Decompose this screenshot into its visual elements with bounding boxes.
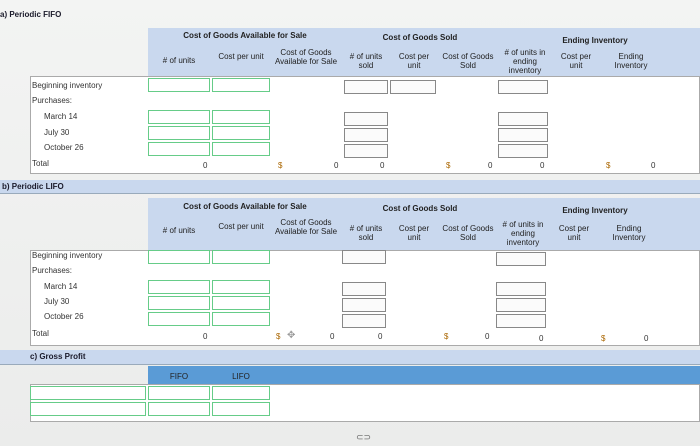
gross-col-lifo: LIFO (232, 372, 250, 381)
fifo-col-units-sold: # of units sold (349, 52, 383, 70)
fifo-beg-units-input[interactable] (148, 78, 210, 92)
fifo-total-ending: 0 (651, 161, 656, 170)
lifo-total-end-sym: $ (601, 334, 606, 343)
fifo-beg-cpu2-input[interactable] (390, 80, 436, 94)
cursor-icon: ✥ (287, 330, 296, 341)
lifo-beg-sold-input[interactable] (342, 250, 386, 264)
lifo-mar-cpu-input[interactable] (212, 280, 270, 294)
lifo-col-units: # of units (162, 226, 196, 235)
lifo-mar-units-input[interactable] (148, 280, 210, 294)
lifo-col-cpu3: Cost per unit (558, 224, 590, 242)
lifo-group-available: Cost of Goods Available for Sale (183, 202, 307, 211)
lifo-total-cgas: 0 (330, 332, 335, 341)
fifo-group-sold: Cost of Goods Sold (382, 33, 458, 42)
lifo-row-purchases: Purchases: (32, 266, 73, 275)
lifo-row-oct26: October 26 (44, 312, 84, 321)
lifo-beg-units-input[interactable] (148, 250, 210, 264)
lifo-oct-end-input[interactable] (496, 314, 546, 328)
gross-row1-lifo-input[interactable] (212, 386, 270, 400)
gross-row1-fifo-input[interactable] (148, 386, 210, 400)
lifo-jul-units-input[interactable] (148, 296, 210, 310)
fifo-col-cgs: Cost of Goods Sold (442, 52, 494, 70)
gross-row2-label-input[interactable] (30, 402, 146, 416)
lifo-beg-cpu-input[interactable] (212, 250, 270, 264)
fifo-beg-sold-input[interactable] (344, 80, 388, 94)
fifo-group-available: Cost of Goods Available for Sale (183, 31, 307, 40)
lifo-group-sold: Cost of Goods Sold (382, 204, 458, 213)
gross-title-band (0, 350, 700, 365)
lifo-mar-end-input[interactable] (496, 282, 546, 296)
lifo-col-cpu: Cost per unit (218, 222, 264, 231)
lifo-mar-sold-input[interactable] (342, 282, 386, 296)
fifo-total-end-sym: $ (606, 161, 611, 170)
fifo-mar-end-input[interactable] (498, 112, 548, 126)
lifo-jul-cpu-input[interactable] (212, 296, 270, 310)
gross-row2-fifo-input[interactable] (148, 402, 210, 416)
lifo-total-units: 0 (203, 332, 208, 341)
fifo-row-total: Total (32, 159, 49, 168)
lifo-row-beginning: Beginning inventory (32, 251, 103, 260)
fifo-total-cgs-sym: $ (446, 161, 451, 170)
lifo-col-units-sold: # of units sold (349, 224, 383, 242)
lifo-group-ending: Ending Inventory (562, 206, 628, 215)
lifo-jul-sold-input[interactable] (342, 298, 386, 312)
lifo-col-units-end: # of units in ending inventory (502, 220, 544, 247)
fifo-jul-sold-input[interactable] (344, 128, 388, 142)
lifo-total-end-units: 0 (539, 334, 544, 343)
lifo-oct-units-input[interactable] (148, 312, 210, 326)
lifo-col-ending: Ending Inventory (612, 224, 646, 242)
fifo-group-ending: Ending Inventory (562, 36, 628, 45)
lifo-total-cgas-sym: $ (276, 332, 281, 341)
lifo-oct-sold-input[interactable] (342, 314, 386, 328)
lifo-col-cpu2: Cost per unit (398, 224, 430, 242)
lifo-row-total: Total (32, 329, 49, 338)
lifo-title-band (0, 180, 700, 194)
lifo-col-cgs: Cost of Goods Sold (442, 224, 494, 242)
fifo-jul-units-input[interactable] (148, 126, 210, 140)
fifo-jul-end-input[interactable] (498, 128, 548, 142)
fifo-col-cpu2: Cost per unit (398, 52, 430, 70)
fifo-total-cgas-sym: $ (278, 161, 283, 170)
fifo-row-mar14: March 14 (44, 112, 78, 121)
lifo-total-cgs-sym: $ (444, 332, 449, 341)
lifo-jul-end-input[interactable] (496, 298, 546, 312)
section-title-fifo: a) Periodic FIFO (0, 10, 62, 19)
fifo-col-units-end: # of units in ending inventory (504, 48, 546, 75)
lifo-total-cgs: 0 (485, 332, 490, 341)
fifo-total-cgs: 0 (488, 161, 493, 170)
fifo-col-units: # of units (162, 56, 196, 65)
lifo-oct-cpu-input[interactable] (212, 312, 270, 326)
link-icon: ⊂⊃ (356, 432, 372, 442)
lifo-col-cgas: Cost of Goods Available for Sale (274, 218, 338, 236)
fifo-col-cgas: Cost of Goods Available for Sale (274, 48, 338, 66)
fifo-total-units: 0 (203, 161, 208, 170)
lifo-beg-end-input[interactable] (496, 252, 546, 266)
fifo-oct-units-input[interactable] (148, 142, 210, 156)
fifo-col-ending: Ending Inventory (614, 52, 648, 70)
fifo-col-cpu3: Cost per unit (560, 52, 592, 70)
fifo-beg-end-input[interactable] (498, 80, 548, 94)
gross-row1-label-input[interactable] (30, 386, 146, 400)
fifo-col-cpu: Cost per unit (218, 52, 264, 61)
lifo-row-mar14: March 14 (44, 282, 78, 291)
fifo-beg-cpu-input[interactable] (212, 78, 270, 92)
fifo-mar-cpu-input[interactable] (212, 110, 270, 124)
fifo-oct-end-input[interactable] (498, 144, 548, 158)
gross-col-fifo: FIFO (169, 372, 189, 381)
fifo-row-oct26: October 26 (44, 143, 84, 152)
fifo-oct-cpu-input[interactable] (212, 142, 270, 156)
fifo-oct-sold-input[interactable] (344, 144, 388, 158)
fifo-row-beginning: Beginning inventory (32, 81, 103, 90)
gross-row2-lifo-input[interactable] (212, 402, 270, 416)
fifo-total-cgas: 0 (334, 161, 339, 170)
fifo-row-purchases: Purchases: (32, 96, 73, 105)
fifo-mar-sold-input[interactable] (344, 112, 388, 126)
fifo-total-sold: 0 (380, 161, 385, 170)
fifo-total-end-units: 0 (540, 161, 545, 170)
section-title-lifo: b) Periodic LIFO (2, 182, 64, 191)
section-title-gross: c) Gross Profit (30, 352, 86, 361)
lifo-total-ending: 0 (644, 334, 649, 343)
lifo-total-sold: 0 (378, 332, 383, 341)
fifo-mar-units-input[interactable] (148, 110, 210, 124)
lifo-row-jul30: July 30 (44, 297, 70, 306)
fifo-row-jul30: July 30 (44, 128, 70, 137)
fifo-jul-cpu-input[interactable] (212, 126, 270, 140)
